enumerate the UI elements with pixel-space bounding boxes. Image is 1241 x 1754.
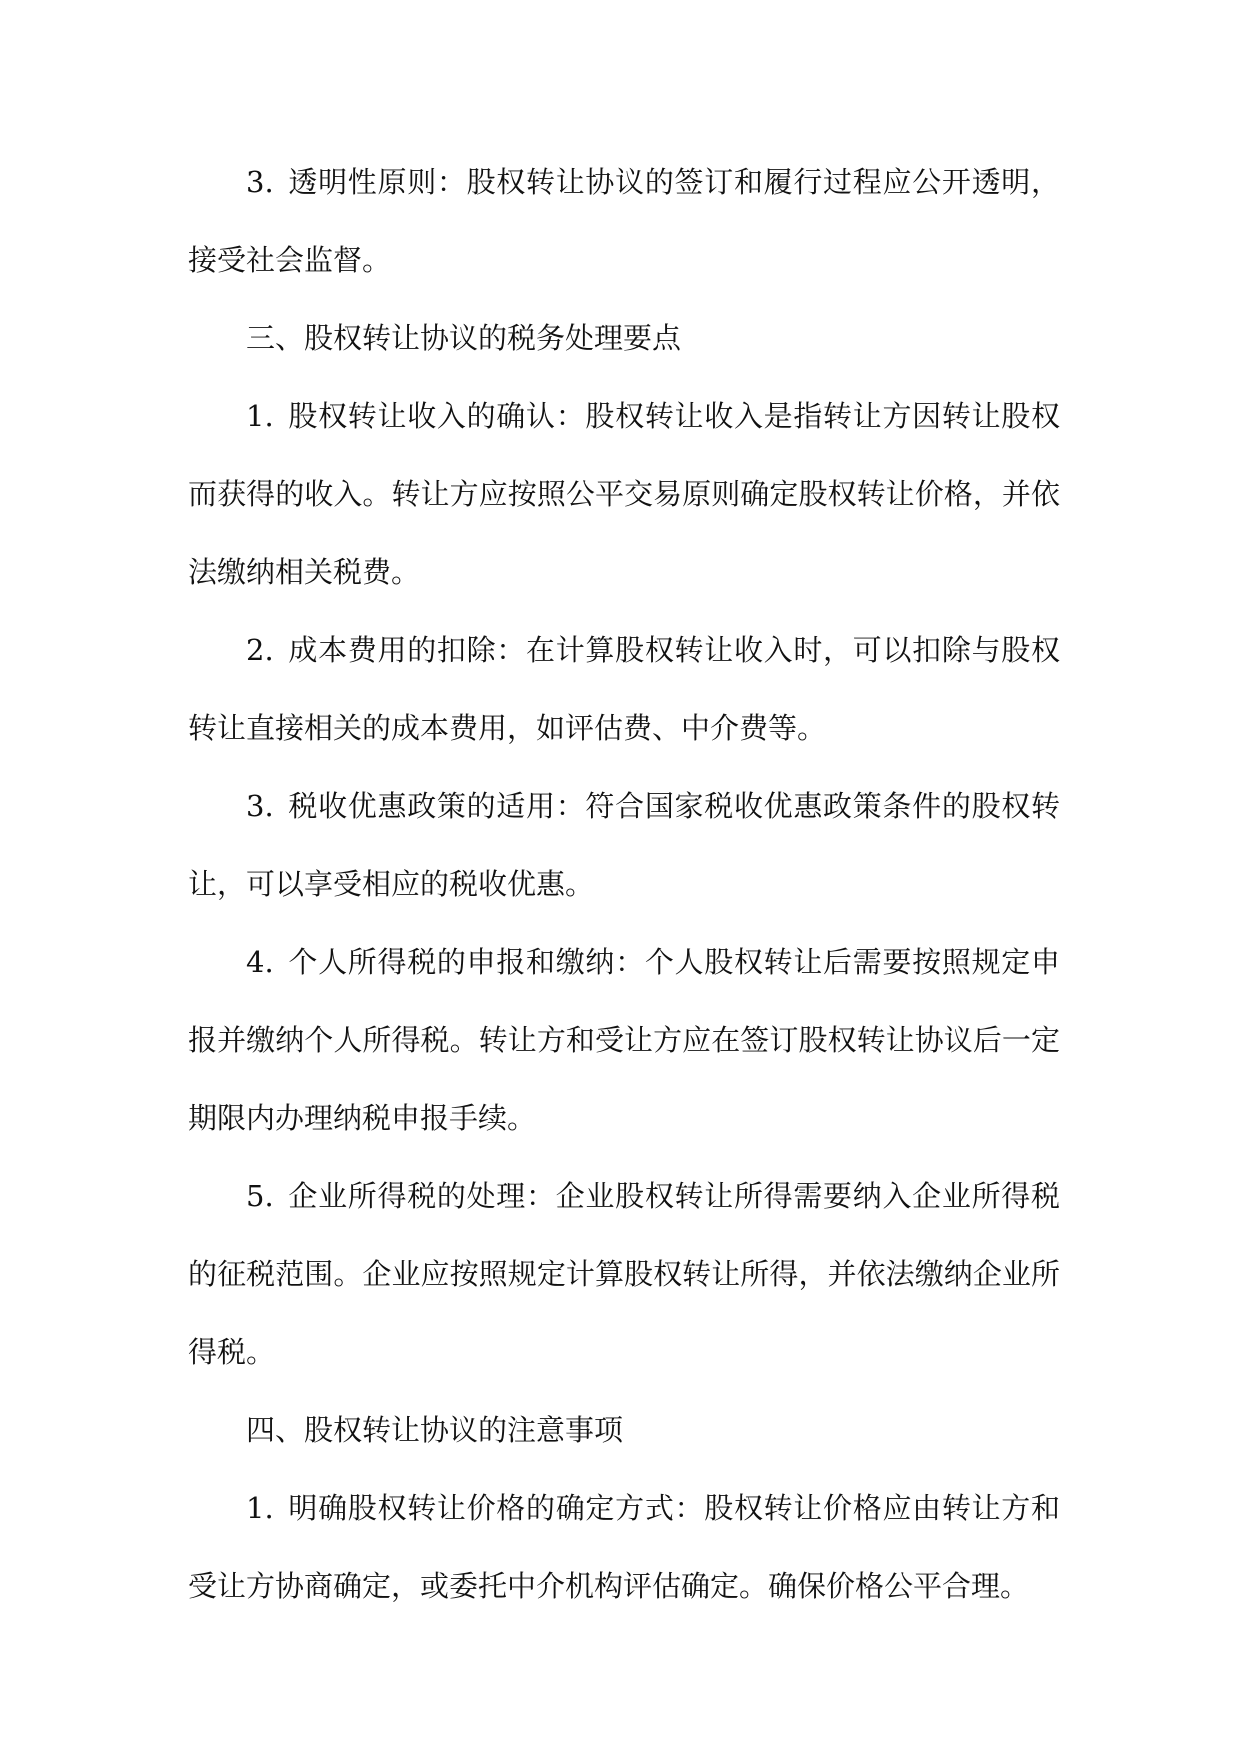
paragraph-corporate-income-tax bbox=[188, 1157, 1060, 1391]
heading-text: 三、股权转让协议的税务处理要点 bbox=[246, 321, 682, 355]
paragraph-income-recognition bbox=[188, 377, 1060, 611]
paragraph-text: 企业所得税的处理：企业股权转让所得需要纳入企业所得税的征税范围。企业应按照规定计算股权转让所得，并依法缴纳企业所得税。 bbox=[188, 1179, 1060, 1369]
paragraph-number: 3. bbox=[246, 165, 274, 199]
paragraph-individual-income-tax bbox=[188, 923, 1060, 1157]
paragraph-text: 个人所得税的申报和缴纳：个人股权转让后需要按照规定申报并缴纳个人所得税。转让方和受让方应在签订股权转让协议后一定期限内办理纳税申报手续。 bbox=[188, 945, 1060, 1135]
paragraph-number: 1. bbox=[246, 1491, 274, 1525]
paragraph-number: 4. bbox=[246, 945, 274, 979]
paragraph-number: 2. bbox=[246, 633, 274, 667]
paragraph-price-determination bbox=[188, 1469, 1060, 1625]
heading-text: 四、股权转让协议的注意事项 bbox=[246, 1413, 624, 1447]
document-body bbox=[188, 143, 1060, 1625]
paragraph-text: 成本费用的扣除：在计算股权转让收入时，可以扣除与股权转让直接相关的成本费用，如评估费、中介费等。 bbox=[188, 633, 1060, 745]
paragraph-number: 5. bbox=[246, 1179, 274, 1213]
paragraph-cost-deduction bbox=[188, 611, 1060, 767]
paragraph-text: 透明性原则：股权转让协议的签订和履行过程应公开透明，接受社会监督。 bbox=[188, 165, 1060, 277]
paragraph-number: 1. bbox=[246, 399, 274, 433]
paragraph-transparency-principle bbox=[188, 143, 1060, 299]
paragraph-text: 税收优惠政策的适用：符合国家税收优惠政策条件的股权转让，可以享受相应的税收优惠。 bbox=[188, 789, 1060, 901]
section-heading-tax-handling bbox=[188, 299, 1060, 377]
paragraph-number: 3. bbox=[246, 789, 274, 823]
section-heading-precautions bbox=[188, 1391, 1060, 1469]
paragraph-text: 明确股权转让价格的确定方式：股权转让价格应由转让方和受让方协商确定，或委托中介机构评估确定。确保价格公平合理。 bbox=[188, 1491, 1060, 1603]
paragraph-text: 股权转让收入的确认：股权转让收入是指转让方因转让股权而获得的收入。转让方应按照公平交易原则确定股权转让价格，并依法缴纳相关税费。 bbox=[188, 399, 1060, 589]
paragraph-tax-incentives bbox=[188, 767, 1060, 923]
